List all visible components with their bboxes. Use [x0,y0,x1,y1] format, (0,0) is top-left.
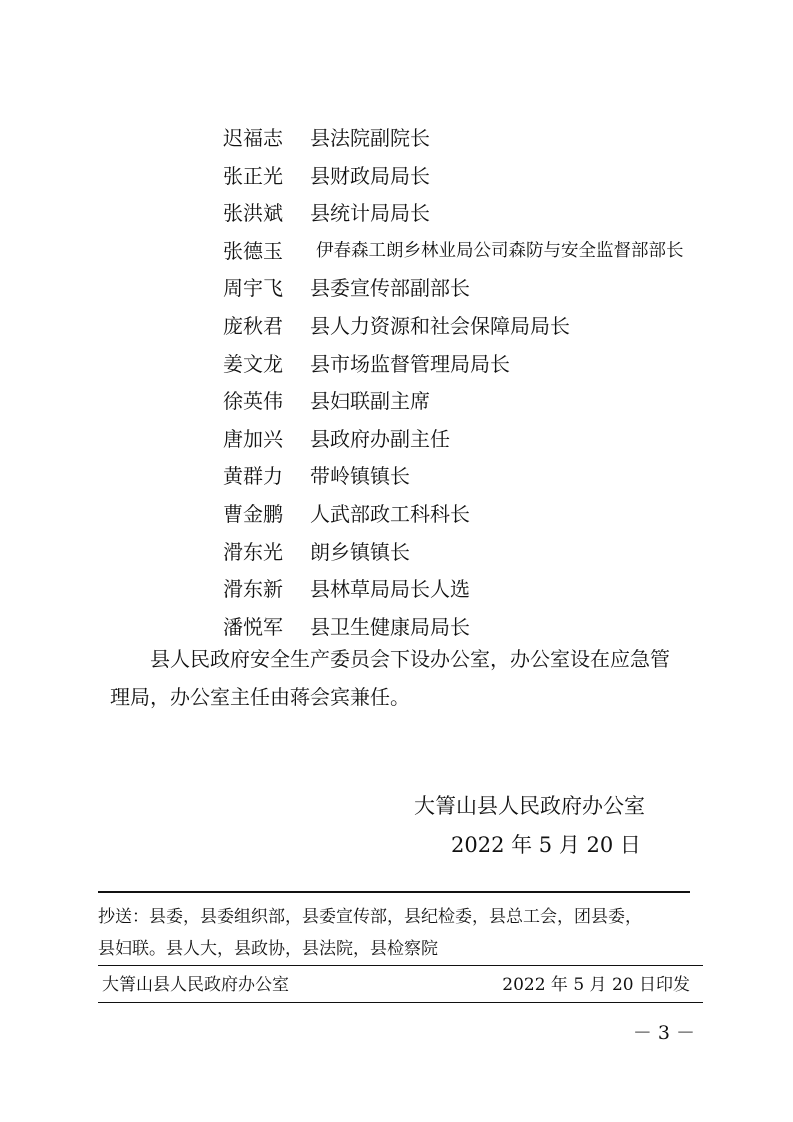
member-name: 迟福志 [223,126,283,150]
member-title: 县法院副院长 [310,126,430,150]
member-title: 县市场监督管理局局长 [310,351,510,376]
member-row [223,270,743,308]
member-title: 县林草局局长人选 [310,577,470,602]
footer-organization: 大箐山县人民政府办公室 [102,975,289,995]
member-row [223,496,743,534]
member-title: 县政府办副主任 [310,426,450,451]
member-name: 张洪斌 [223,201,283,226]
member-name: 滑东光 [223,539,283,564]
member-name: 黄群力 [223,464,283,489]
member-title: 带岭镇镇长 [310,464,410,489]
signature-organization: 大箐山县人民政府办公室 [414,794,645,818]
member-title: 县人力资源和社会保障局局长 [310,313,570,338]
signature-date: 2022 年 5 月 20 日 [451,833,641,857]
member-title: 伊春森工朗乡林业局公司森防与安全监督部部长 [316,240,684,261]
divider-bottom [98,1002,703,1003]
office-paragraph-line-1: 县人民政府安全生产委员会下设办公室，办公室设在应急管 [110,647,670,671]
member-row [223,534,743,572]
member-title: 县统计局局长 [310,201,430,226]
member-name: 张正光 [223,163,283,188]
member-name: 庞秋君 [223,313,283,338]
member-title: 县委宣传部副部长 [310,276,470,301]
cc-line-2: 县妇联。县人大，县政协，县法院，县检察院 [98,939,438,959]
member-name: 潘悦军 [223,614,283,639]
member-name: 曹金鹏 [223,501,283,526]
member-title: 朗乡镇镇长 [310,539,410,564]
member-name: 徐英伟 [223,389,283,414]
member-row [223,195,743,233]
member-row [223,421,743,459]
member-row [223,158,743,196]
divider-top [98,891,690,893]
member-name: 滑东新 [223,577,283,602]
member-name: 唐加兴 [223,426,283,451]
member-row [223,458,743,496]
page-number: － 3 － [632,1022,695,1044]
cc-line-1: 抄送：县委，县委组织部，县委宣传部，县纪检委，县总工会，团县委， [98,907,642,927]
footer-print-date: 2022 年 5 月 20 日印发 [502,975,690,995]
member-title: 县卫生健康局局长 [310,614,470,639]
office-paragraph-line-2: 理局，办公室主任由蒋会宾兼任。 [110,685,410,709]
member-name: 张德玉 [223,238,283,263]
member-row [223,308,743,346]
member-title: 人武部政工科科长 [310,501,470,526]
member-name: 周宇飞 [223,276,283,301]
member-list [223,120,743,646]
member-row [223,346,743,384]
member-row [223,120,743,158]
member-row [223,383,743,421]
member-title: 县妇联副主席 [310,389,430,414]
member-row [223,571,743,609]
member-title: 县财政局局长 [310,163,430,188]
member-row [223,233,743,271]
member-name: 姜文龙 [223,351,283,376]
divider-middle [98,965,703,966]
